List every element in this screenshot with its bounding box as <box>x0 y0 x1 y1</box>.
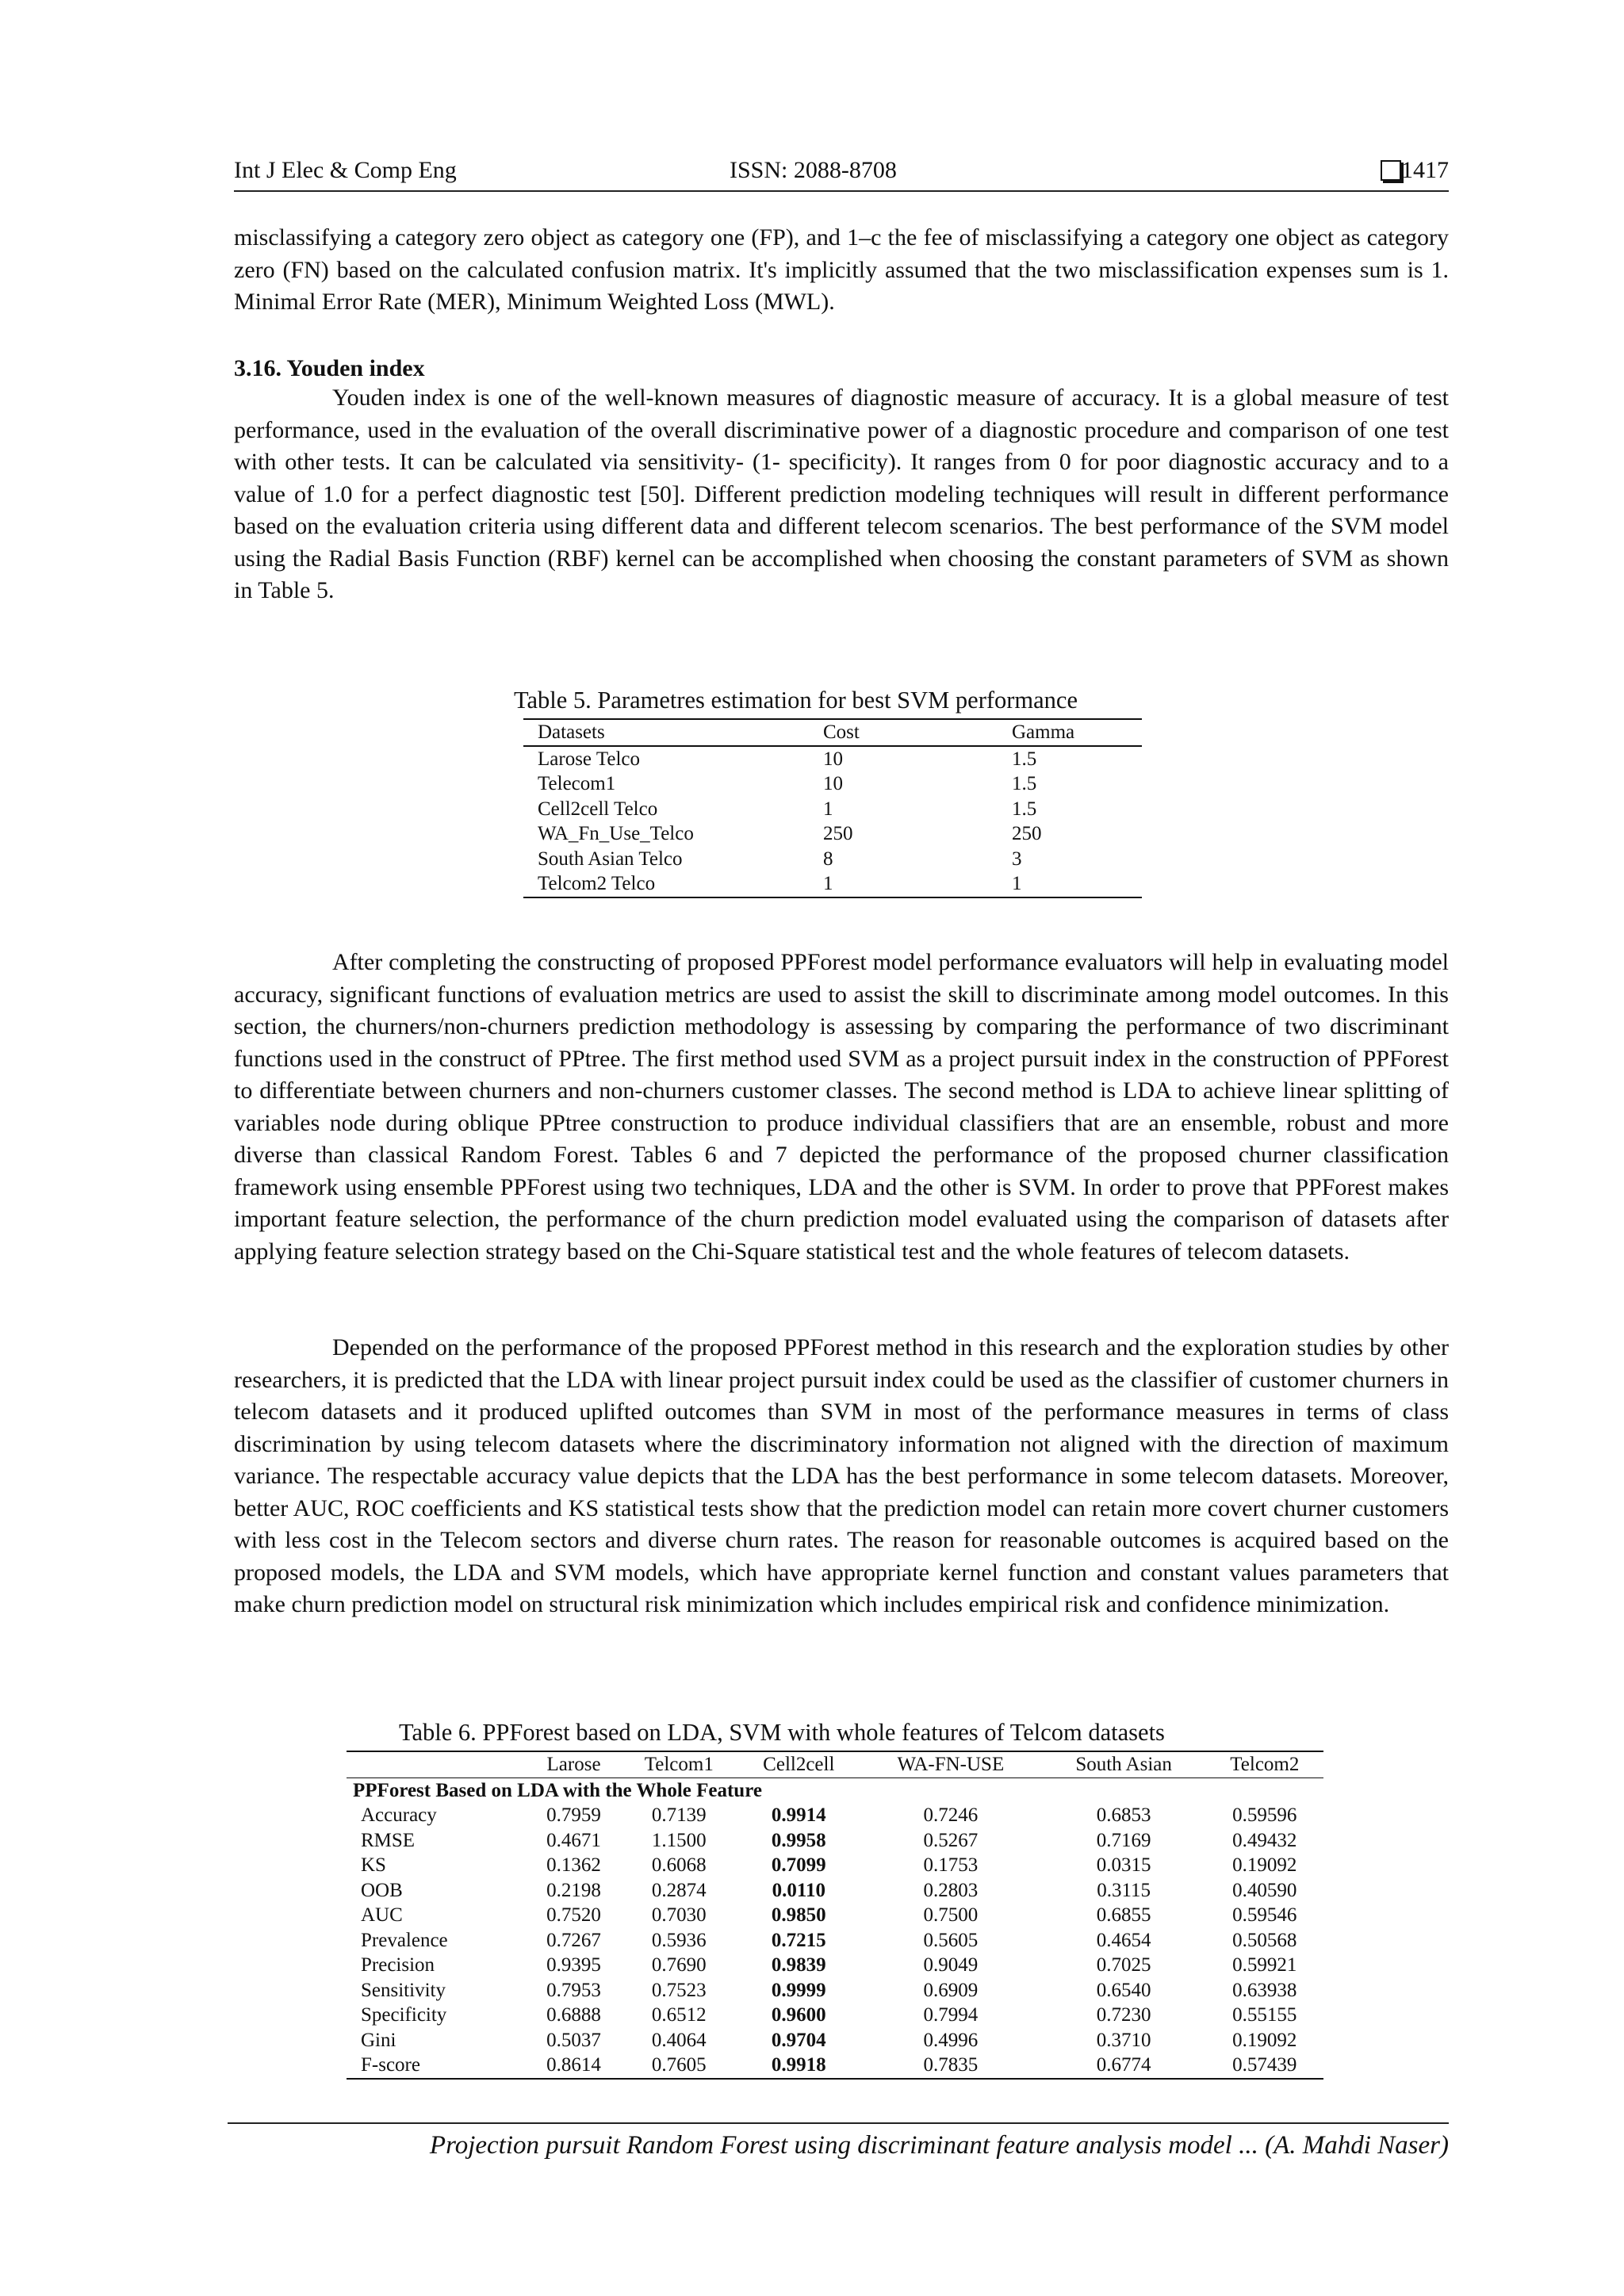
table5 <box>523 718 1142 898</box>
table-row <box>523 797 1142 822</box>
table6-cell: 0.9958 <box>771 1829 826 1851</box>
metric-label: OOB <box>361 1879 403 1901</box>
table6-header-cell: Telcom2 <box>1230 1754 1300 1775</box>
table6-cell: 0.6512 <box>651 2004 707 2026</box>
table6-cell: 0.55155 <box>1232 2004 1297 2026</box>
metric-label: RMSE <box>361 1829 416 1851</box>
page-header <box>234 155 1449 192</box>
table-row <box>347 2028 1323 2053</box>
table6-cell: 0.7835 <box>923 2054 979 2076</box>
table6-cell: 0.2874 <box>651 1879 707 1901</box>
table5-cell: 1.5 <box>1012 773 1037 794</box>
table5-cell: 1 <box>823 873 833 894</box>
table-row <box>523 821 1142 847</box>
table6-cell: 0.59921 <box>1232 1954 1297 1976</box>
table5-cell: 10 <box>823 773 843 794</box>
table6-cell: 0.9999 <box>771 1979 826 2001</box>
table-row <box>523 871 1142 897</box>
table5-cell: 1 <box>823 798 833 820</box>
metric-label: Specificity <box>361 2004 447 2026</box>
table6-group-label: PPForest Based on LDA with the Whole Feature <box>353 1779 762 1801</box>
table-row <box>347 2003 1323 2028</box>
table6-header-row <box>347 1751 1323 1777</box>
paragraph-misclassification: misclassifying a category zero object as category one (FP), and 1–c the fee of misclassifying a category one object as category zero (FN) based on the calculated confusion matrix. It's implicitly assumed that the two misclassification expenses sum is 1. Minimal Error Rate (MER), Minimum Weighted Loss (MWL). <box>234 224 1449 315</box>
table5-cell: 250 <box>1012 823 1042 844</box>
table5-cell: Larose Telco <box>538 748 640 770</box>
table6-cell: 0.9600 <box>771 2004 826 2026</box>
table6-cell: 0.5037 <box>546 2029 601 2051</box>
table6-cell: 0.9914 <box>771 1804 826 1826</box>
paragraph-ppforest-evaluation: After completing the constructing of proposed PPForest model performance evaluators will help in evaluating model accuracy, significant functions of evaluation metrics are used to assist the skill to discriminate among model outcomes. In this section, the churners/non-churners prediction methodology is assessing by comparing the performance of two discriminant functions used in the construct of PPtree. The first method used SVM as a project pursuit index in the construction of PPForest to differentiate between churners and non-churners customer classes. The second method is LDA to achieve linear splitting of variables node during oblique PPtree construction to produce individual classifiers that are an ensemble, robust and more diverse than classical Random Forest. Tables 6 and 7 depicted the performance of the proposed churner classification framework using ensemble PPForest using two techniques, LDA and the other is SVM. In order to prove that PPForest makes important feature selection, the performance of the churn prediction model evaluated using the comparison of datasets after applying feature selection strategy based on the Chi-Square statistical test and the whole features of telecom datasets. <box>234 949 1449 1265</box>
table6-group-row <box>347 1777 1323 1803</box>
table5-cell: 3 <box>1012 848 1022 870</box>
table6-header-cell: South Asian <box>1075 1754 1172 1775</box>
table-row <box>347 1803 1323 1828</box>
table-row <box>347 1978 1323 2003</box>
table6-cell: 0.0110 <box>772 1879 825 1901</box>
table6-header-cell <box>347 1751 527 1777</box>
table6-cell: 0.7959 <box>546 1804 601 1826</box>
table6 <box>347 1751 1323 2080</box>
table6-header-cell: Telcom1 <box>644 1754 714 1775</box>
metric-label: Precision <box>361 1954 435 1976</box>
table6-cell: 0.7690 <box>651 1954 707 1976</box>
table6-cell: 0.40590 <box>1232 1879 1297 1901</box>
table-row <box>347 1953 1323 1978</box>
table6-cell: 0.4064 <box>651 2029 707 2051</box>
table5-header-cell: Gamma <box>1012 721 1075 743</box>
table6-cell: 0.7520 <box>546 1904 601 1926</box>
table6-cell: 0.7215 <box>771 1929 826 1951</box>
table-row <box>523 847 1142 872</box>
table5-cell: WA_Fn_Use_Telco <box>538 823 694 844</box>
table6-cell: 0.59546 <box>1232 1904 1297 1926</box>
table6-cell: 0.6888 <box>546 2004 601 2026</box>
table5-cell: 250 <box>823 823 853 844</box>
table6-cell: 0.6855 <box>1096 1904 1151 1926</box>
table5-cell: South Asian Telco <box>538 848 683 870</box>
table6-cell: 0.19092 <box>1232 2029 1297 2051</box>
table-row <box>347 1903 1323 1928</box>
table6-cell: 0.50568 <box>1232 1929 1297 1951</box>
table-row <box>347 1828 1323 1854</box>
section-title: 3.16. Youden index <box>234 355 425 381</box>
journal-name: Int J Elec & Comp Eng <box>234 157 457 183</box>
table6-cell: 0.6540 <box>1096 1979 1151 2001</box>
table6-cell: 0.4654 <box>1096 1929 1151 1951</box>
table6-caption: Table 6. PPForest based on LDA, SVM with whole features of Telcom datasets <box>399 1719 1165 1746</box>
table-row <box>523 746 1142 772</box>
table5-cell: 1.5 <box>1012 798 1037 820</box>
table6-cell: 0.1362 <box>546 1854 601 1876</box>
table6-cell: 0.9918 <box>771 2054 826 2076</box>
table-row <box>347 1928 1323 1954</box>
table6-cell: 0.3710 <box>1096 2029 1151 2051</box>
table5-header-row <box>523 719 1142 746</box>
table5-cell: 10 <box>823 748 843 770</box>
metric-label: Accuracy <box>361 1804 437 1826</box>
table6-cell: 0.7030 <box>651 1904 707 1926</box>
table6-cell: 0.3115 <box>1097 1879 1151 1901</box>
metric-label: F-score <box>361 2054 420 2076</box>
table6-cell: 0.7169 <box>1096 1829 1151 1851</box>
table6-cell: 0.9395 <box>546 1954 601 1976</box>
table6-cell: 0.7994 <box>923 2004 979 2026</box>
table5-cell: 1.5 <box>1012 748 1037 770</box>
metric-label: Sensitivity <box>361 1979 446 2001</box>
table6-cell: 0.9839 <box>771 1954 826 1976</box>
page-footer: Projection pursuit Random Forest using discriminant feature analysis model ... (A. Mahdi Naser) <box>429 2131 1449 2160</box>
table5-cell: Cell2cell Telco <box>538 798 658 820</box>
table6-cell: 0.7500 <box>923 1904 979 1926</box>
table6-cell: 0.9049 <box>923 1954 979 1976</box>
table5-cell: Telcom2 Telco <box>538 873 656 894</box>
table6-cell: 1.1500 <box>651 1829 707 1851</box>
table6-cell: 0.7099 <box>771 1854 826 1876</box>
issn: ISSN: 2088-8708 <box>730 157 897 183</box>
metric-label: AUC <box>361 1904 403 1926</box>
table6-cell: 0.6774 <box>1096 2054 1151 2076</box>
table6-cell: 0.9850 <box>771 1904 826 1926</box>
metric-label: KS <box>361 1854 386 1876</box>
paragraph-lda-svm-discussion: Depended on the performance of the proposed PPForest method in this research and the exploration studies by other researchers, it is predicted that the LDA with linear project pursuit index could be used as the classifier of customer churners in telecom datasets and it produced uplifted outcomes than SVM in most of the performance measures in terms of class discrimination by using telecom datasets where the discriminatory information not aligned with the direction of maximum variance. The respectable accuracy value depicts that the LDA has the best performance in some telecom datasets. Moreover, better AUC, ROC coefficients and KS statistical tests show that the prediction model can retain more covert churner customers with less cost in the Telecom sectors and diverse churn rates. The reason for reasonable outcomes is acquired based on the proposed models, the LDA and SVM models, which have appropriate kernel function and constant values parameters that make churn prediction model on structural risk minimization which includes empirical risk and confidence minimization. <box>234 1334 1449 1617</box>
table5-cell: 8 <box>823 848 833 870</box>
table6-cell: 0.7523 <box>651 1979 707 2001</box>
table5-caption: Table 5. Parametres estimation for best SVM performance <box>514 687 1078 714</box>
table5-header-cell: Cost <box>823 721 860 743</box>
table6-cell: 0.7605 <box>651 2054 707 2076</box>
table6-cell: 0.8614 <box>546 2054 601 2076</box>
table5-cell: Telecom1 <box>538 773 616 794</box>
table-row <box>347 2053 1323 2079</box>
table-row <box>347 1853 1323 1878</box>
table6-cell: 0.5605 <box>923 1929 979 1951</box>
table6-header-cell: WA-FN-USE <box>897 1754 1005 1775</box>
table6-cell: 0.7267 <box>546 1929 601 1951</box>
table-row <box>347 1878 1323 1904</box>
table6-cell: 0.1753 <box>923 1854 979 1876</box>
metric-label: Prevalence <box>361 1929 448 1951</box>
table6-cell: 0.6909 <box>923 1979 979 2001</box>
table6-header-cell: Larose <box>546 1754 601 1775</box>
table6-cell: 0.4996 <box>923 2029 979 2051</box>
table5-cell: 1 <box>1012 873 1022 894</box>
table6-cell: 0.5936 <box>651 1929 707 1951</box>
square-bullet-icon <box>1381 160 1401 181</box>
table6-cell: 0.57439 <box>1232 2054 1297 2076</box>
footer-rule <box>228 2122 1449 2124</box>
table6-cell: 0.7139 <box>651 1804 707 1826</box>
page-number: 1417 <box>1401 157 1449 183</box>
table6-cell: 0.0315 <box>1096 1854 1151 1876</box>
table-row <box>523 771 1142 797</box>
table6-cell: 0.19092 <box>1232 1854 1297 1876</box>
table6-cell: 0.7025 <box>1096 1954 1151 1976</box>
paragraph-youden: Youden index is one of the well-known measures of diagnostic measure of accuracy. It is a global measure of test performance, used in the evaluation of the overall discriminative power of a diagnostic procedure and comparison of one test with other tests. It can be calculated via sensitivity- (1- specificity). It ranges from 0 for poor diagnostic accuracy and to a value of 1.0 for a perfect diagnostic test [50]. Different prediction modeling techniques will result in different performance based on the evaluation criteria using different data and different telecom scenarios. The best performance of the SVM model using the Radial Basis Function (RBF) kernel can be accomplished when choosing the constant parameters of SVM as shown in Table 5. <box>234 385 1449 603</box>
table6-cell: 0.59596 <box>1232 1804 1297 1826</box>
table6-cell: 0.63938 <box>1232 1979 1297 2001</box>
table6-cell: 0.49432 <box>1232 1829 1297 1851</box>
table5-header-cell: Datasets <box>538 721 605 743</box>
table6-cell: 0.6853 <box>1096 1804 1151 1826</box>
table6-cell: 0.5267 <box>923 1829 979 1851</box>
metric-label: Gini <box>361 2029 396 2051</box>
table6-cell: 0.2803 <box>923 1879 979 1901</box>
table6-cell: 0.4671 <box>546 1829 601 1851</box>
table6-cell: 0.7230 <box>1096 2004 1151 2026</box>
table6-header-cell: Cell2cell <box>763 1754 835 1775</box>
table6-cell: 0.7246 <box>923 1804 979 1826</box>
table6-cell: 0.7953 <box>546 1979 601 2001</box>
table6-cell: 0.2198 <box>546 1879 601 1901</box>
table6-cell: 0.9704 <box>771 2029 826 2051</box>
table6-cell: 0.6068 <box>651 1854 707 1876</box>
